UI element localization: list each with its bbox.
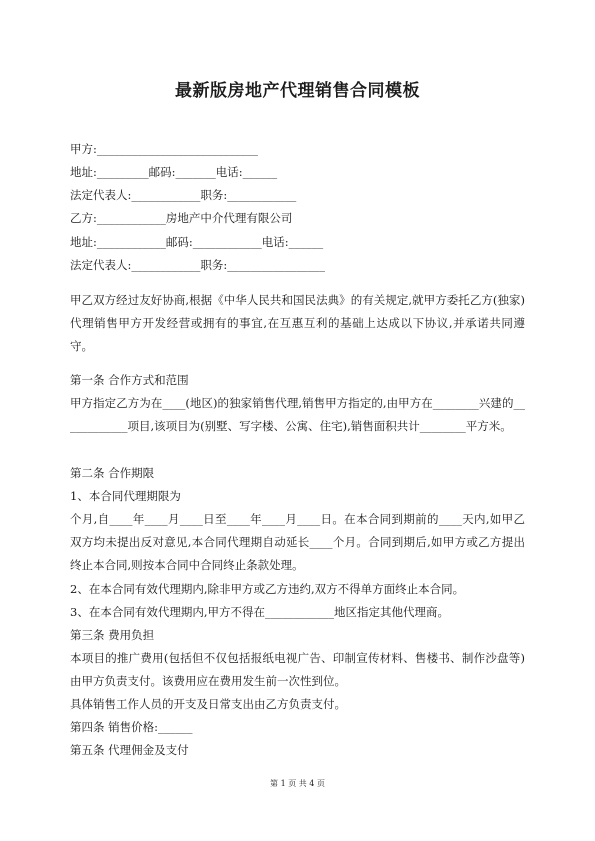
party-b-address-line: 地址:____________邮码:____________电话:______ xyxy=(70,235,324,249)
article-2-item-1-paragraph: 个月,自____年____月____日至____年____月____日。在本合同到期前的____天内,如甲乙双方均未提出反对意见,本合同代理期自动延长____个月。合同到期后,如甲方或乙方提出终止本合同,则按本合同中合同终止条款处理。 xyxy=(70,512,525,572)
party-b-name-line: 乙方:____________房地产中介代理有限公司 xyxy=(70,211,293,225)
intro-paragraph: 甲乙双方经过友好协商,根据《中华人民共和国民法典》的有关规定,就甲方委托乙方(独家)代理销售甲方开发经营或拥有的事宜,在互惠互利的基础上达成以下协议,并承诺共同遵守。 xyxy=(70,293,525,353)
page-number-footer: 第 1 页 共 4 页 xyxy=(270,779,325,788)
article-2-heading: 第二条 合作期限 xyxy=(70,466,155,480)
article-3-paragraph-2: 具体销售工作人员的开支及日常支出由乙方负责支付。 xyxy=(70,697,346,711)
article-1-paragraph: 甲方指定乙方为在____(地区)的独家销售代理,销售甲方指定的,由甲方在________兴建的____________项目,该项目为(别墅、写字楼、公寓、住宅),销售面积共计________平方米。 xyxy=(70,396,525,433)
party-a-address-line: 地址:_________邮码:_______电话:______ xyxy=(70,165,278,179)
article-2-item-2: 2、在本合同有效代理期内,除非甲方或乙方违约,双方不得单方面终止本合同。 xyxy=(70,582,465,596)
party-a-representative-line: 法定代表人:____________职务:____________ xyxy=(70,188,297,202)
article-4-heading: 第四条 销售价格:______ xyxy=(70,720,193,734)
article-3-paragraph: 本项目的推广费用(包括但不仅包括报纸电视广告、印制宣传材料、售楼书、制作沙盘等)由甲方负责支付。该费用应在费用发生前一次性到位。 xyxy=(70,651,525,688)
document-title: 最新版房地产代理销售合同模板 xyxy=(175,81,420,101)
article-2-item-1: 1、本合同代理期限为 xyxy=(70,489,181,503)
article-3-heading: 第三条 费用负担 xyxy=(70,628,155,642)
article-2-item-3: 3、在本合同有效代理期内,甲方不得在____________地区指定其他代理商。 xyxy=(70,605,449,619)
article-1-heading: 第一条 合作方式和范围 xyxy=(70,373,189,387)
party-b-representative-line: 法定代表人:____________职务:_________________ xyxy=(70,258,325,272)
party-a-name-line: 甲方:____________________________ xyxy=(70,142,258,156)
article-5-heading: 第五条 代理佣金及支付 xyxy=(70,743,189,757)
